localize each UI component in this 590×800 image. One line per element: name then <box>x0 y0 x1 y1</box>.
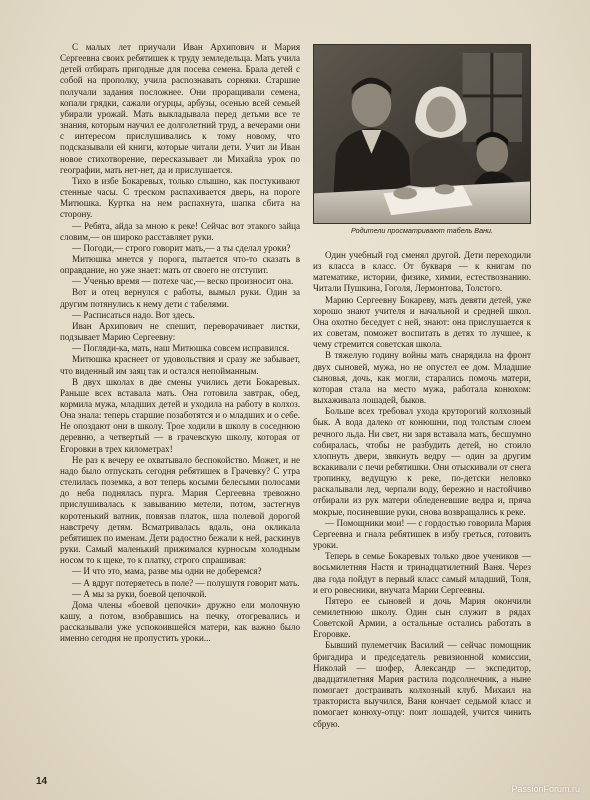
paragraph: Марию Сергеевну Бокареву, мать девяти детей, уже хорошо знают учителя и начальной и средней школ. Она охотно беседует с ней, знают: она прислушается к их советам, поможет воспитать в детях то лучшее, к чему стремится советская школа. <box>313 294 531 350</box>
paragraph: Бывший пулеметчик Василий — сейчас помощник бригадира и председатель ревизионной комиссии, Николай — шофер, Александр — экспедитор, двадцатилетняя Мария растила подсолнечник, а ныне помогает достраивать колхозный клуб. Михаил на тракториста выучился, Ваня кончает седьмой класс и помогает конюху-отцу: поит лошадей, учится чинить сбрую. <box>313 640 531 729</box>
paragraph: — И что это, мама, разве мы одни не доберемся? <box>72 566 262 577</box>
right-text-column <box>313 250 531 730</box>
photo-caption: Родители просматривают табель Вани. <box>350 226 494 235</box>
paragraph: — Ребята, айда за мною к реке! Сейчас вот этакого зайца словим,— он широко расставляет руки. <box>60 220 300 242</box>
paragraph: В двух школах в две смены учились дети Бокаревых. Раньше всех вставала мать. Она готовила завтрак, обед, кормила мужа, младших детей и уходила на работу в колхоз. Она знала: теперь старшие позаботятся и о младших и о себе. Не опоздают они в школу. Трое ходили в школу в соседнюю деревню, а четвертый — в грачевскую школу, которая от Егоровки в трех километрах! <box>60 376 300 454</box>
paragraph: Митюшка краснеет от удовольствия и сразу же забывает, что виденный им заяц так и остался непойманным. <box>60 354 300 376</box>
paragraph: Дома члены «боевой цепочки» дружно ели молочную кашу, а потом, взобравшись на печку, отогревались и рассказывали уже успокоившейся матери, как важно было именно сегодня не пропустить уроки... <box>60 599 300 644</box>
paragraph: Теперь в семье Бокаревых только двое учеников — восьмилетняя Настя и тринадцатилетний Ваня. Через два года пойдут в первый класс самый младший, Толя, и его ровесники, внучата Марии Сергеевны. <box>313 551 531 595</box>
paragraph: Тихо в избе Бокаревых, только слышно, как постукивают стенные часы. С треском распахивается дверь, на пороге Митюшка. Куртка на нем распахнута, шапка сбита на сторону. <box>60 175 300 220</box>
family-photo <box>313 44 531 224</box>
paragraph: Иван Архипович не спешит, переворачивает листки, подзывает Марию Сергеевну: <box>60 320 300 343</box>
left-text-column <box>60 42 300 644</box>
paragraph: Не раз к вечеру ее охватывало беспокойство. Может, и не надо было отпускать сегодня ребятишек в Грачевку? С утра стелилась поземка, а вот теперь косыми белесыми полосами до неба поднялась пурга. Мария Сергеевна тревожно прислушивалась к завыванию метели, потом, застегнув коротенький ватник, повязав платок, шла полевой дорогой навстречу детям. Всматривалась вдаль, она окликала ребятишек по именам. Дети радостно бежали к ней, раскинув руки. Самый маленький прижимался курносым холодным носом то к щеке, то к платку, строго спрашивая: <box>60 454 300 566</box>
paragraph: — Расписаться надо. Вот здесь. <box>72 309 195 320</box>
paragraph: В тяжелую годину войны мать снарядила на фронт двух сыновей, мужа, но не опустел ее дом. Младшие сыновья, дочь, как могли, старались помочь матери, которая стала на место мужа, работала конюхом: выхаживала лошадей, быков. <box>313 350 531 406</box>
watermark: PassionForum.ru <box>511 784 580 794</box>
paragraph: — Помощники мои! — с гордостью говорила Мария Сергеевна и гнала ребятишек в избу греться, готовить уроки. <box>313 517 531 551</box>
paragraph: Больше всех требовал ухода круторогий колхозный бык. А вода далеко от конюшни, под толстым слоем речного льда. Ни свет, ни заря вставала мать, бесшумно собиралась, чтобы не разбудить детей, но стоило хлопнуть двери, звякнуть ведру — один за другим вскакивали с печи ребятишки. Они отыскивали от снега тропинку, ведущую к реке, по-детски неловко раскалывали лед, черпали воду, бережно и настойчиво отбирали из рук матери обледеневшие ведра и, пряча мокрые, посиневшие руки, снова возвращались к реке. <box>313 406 531 517</box>
paragraph: Митюшка мнется у порога, пытается что-то сказать в оправдание, но уже знает: мать от своего не отступит. <box>60 253 300 276</box>
paragraph: Вот и отец вернулся с работы, вымыл руки. Один за другим потянулись к нему дети с табелями. <box>60 287 300 309</box>
paragraph: С малых лет приучали Иван Архипович и Мария Сергеевна своих ребятишек к труду земледельца. Мать учила детей отбирать пригодные для посева семена. Брала детей с собой на прополку, учила распознавать сорняки. Старшие получали задания посложнее. Они проращивали семена, копали грядки, сажали огурцы, арбузы, осенью всей семьей убирали урожай. Мать выкладывала перед детьми все те знания, которым научил ее долголетний труд, а вечерами они с интересом прислушивались к тому новому, что подсказывали ей книги, которые читали дети. Учит ли Иван новое стихотворение, пересказывает ли Михайла урок по географии, мать нет-нет, да и прислушается. <box>60 42 300 175</box>
paragraph: — А вдруг потеряетесь в поле? — полушутя говорит мать. <box>72 577 300 588</box>
page-number: 14 <box>36 776 48 787</box>
family-photo-figure <box>313 44 531 238</box>
paragraph: — Погоди,— строго говорит мать,— а ты сделал уроки? <box>72 242 291 253</box>
paragraph: — А мы за руки, боевой цепочкой. <box>72 588 207 599</box>
paragraph: — Ученью время — потехе час,— веско произносит она. <box>72 276 294 287</box>
paragraph: Пятеро ее сыновей и дочь Мария окончили семилетнюю школу. Один сын служит в рядах Советской Армии, а остальные остались работать в Егоровке. <box>313 595 531 640</box>
paragraph: — Погляди-ка, мать, наш Митюшка совсем исправился. <box>72 343 290 354</box>
paragraph: Один учебный год сменял другой. Дети переходили из класса в класс. От букваря — к книгам по математике, истории, физике, химии, естествознанию. Читали Пушкина, Гоголя, Лермонтова, Толстого. <box>313 250 531 294</box>
